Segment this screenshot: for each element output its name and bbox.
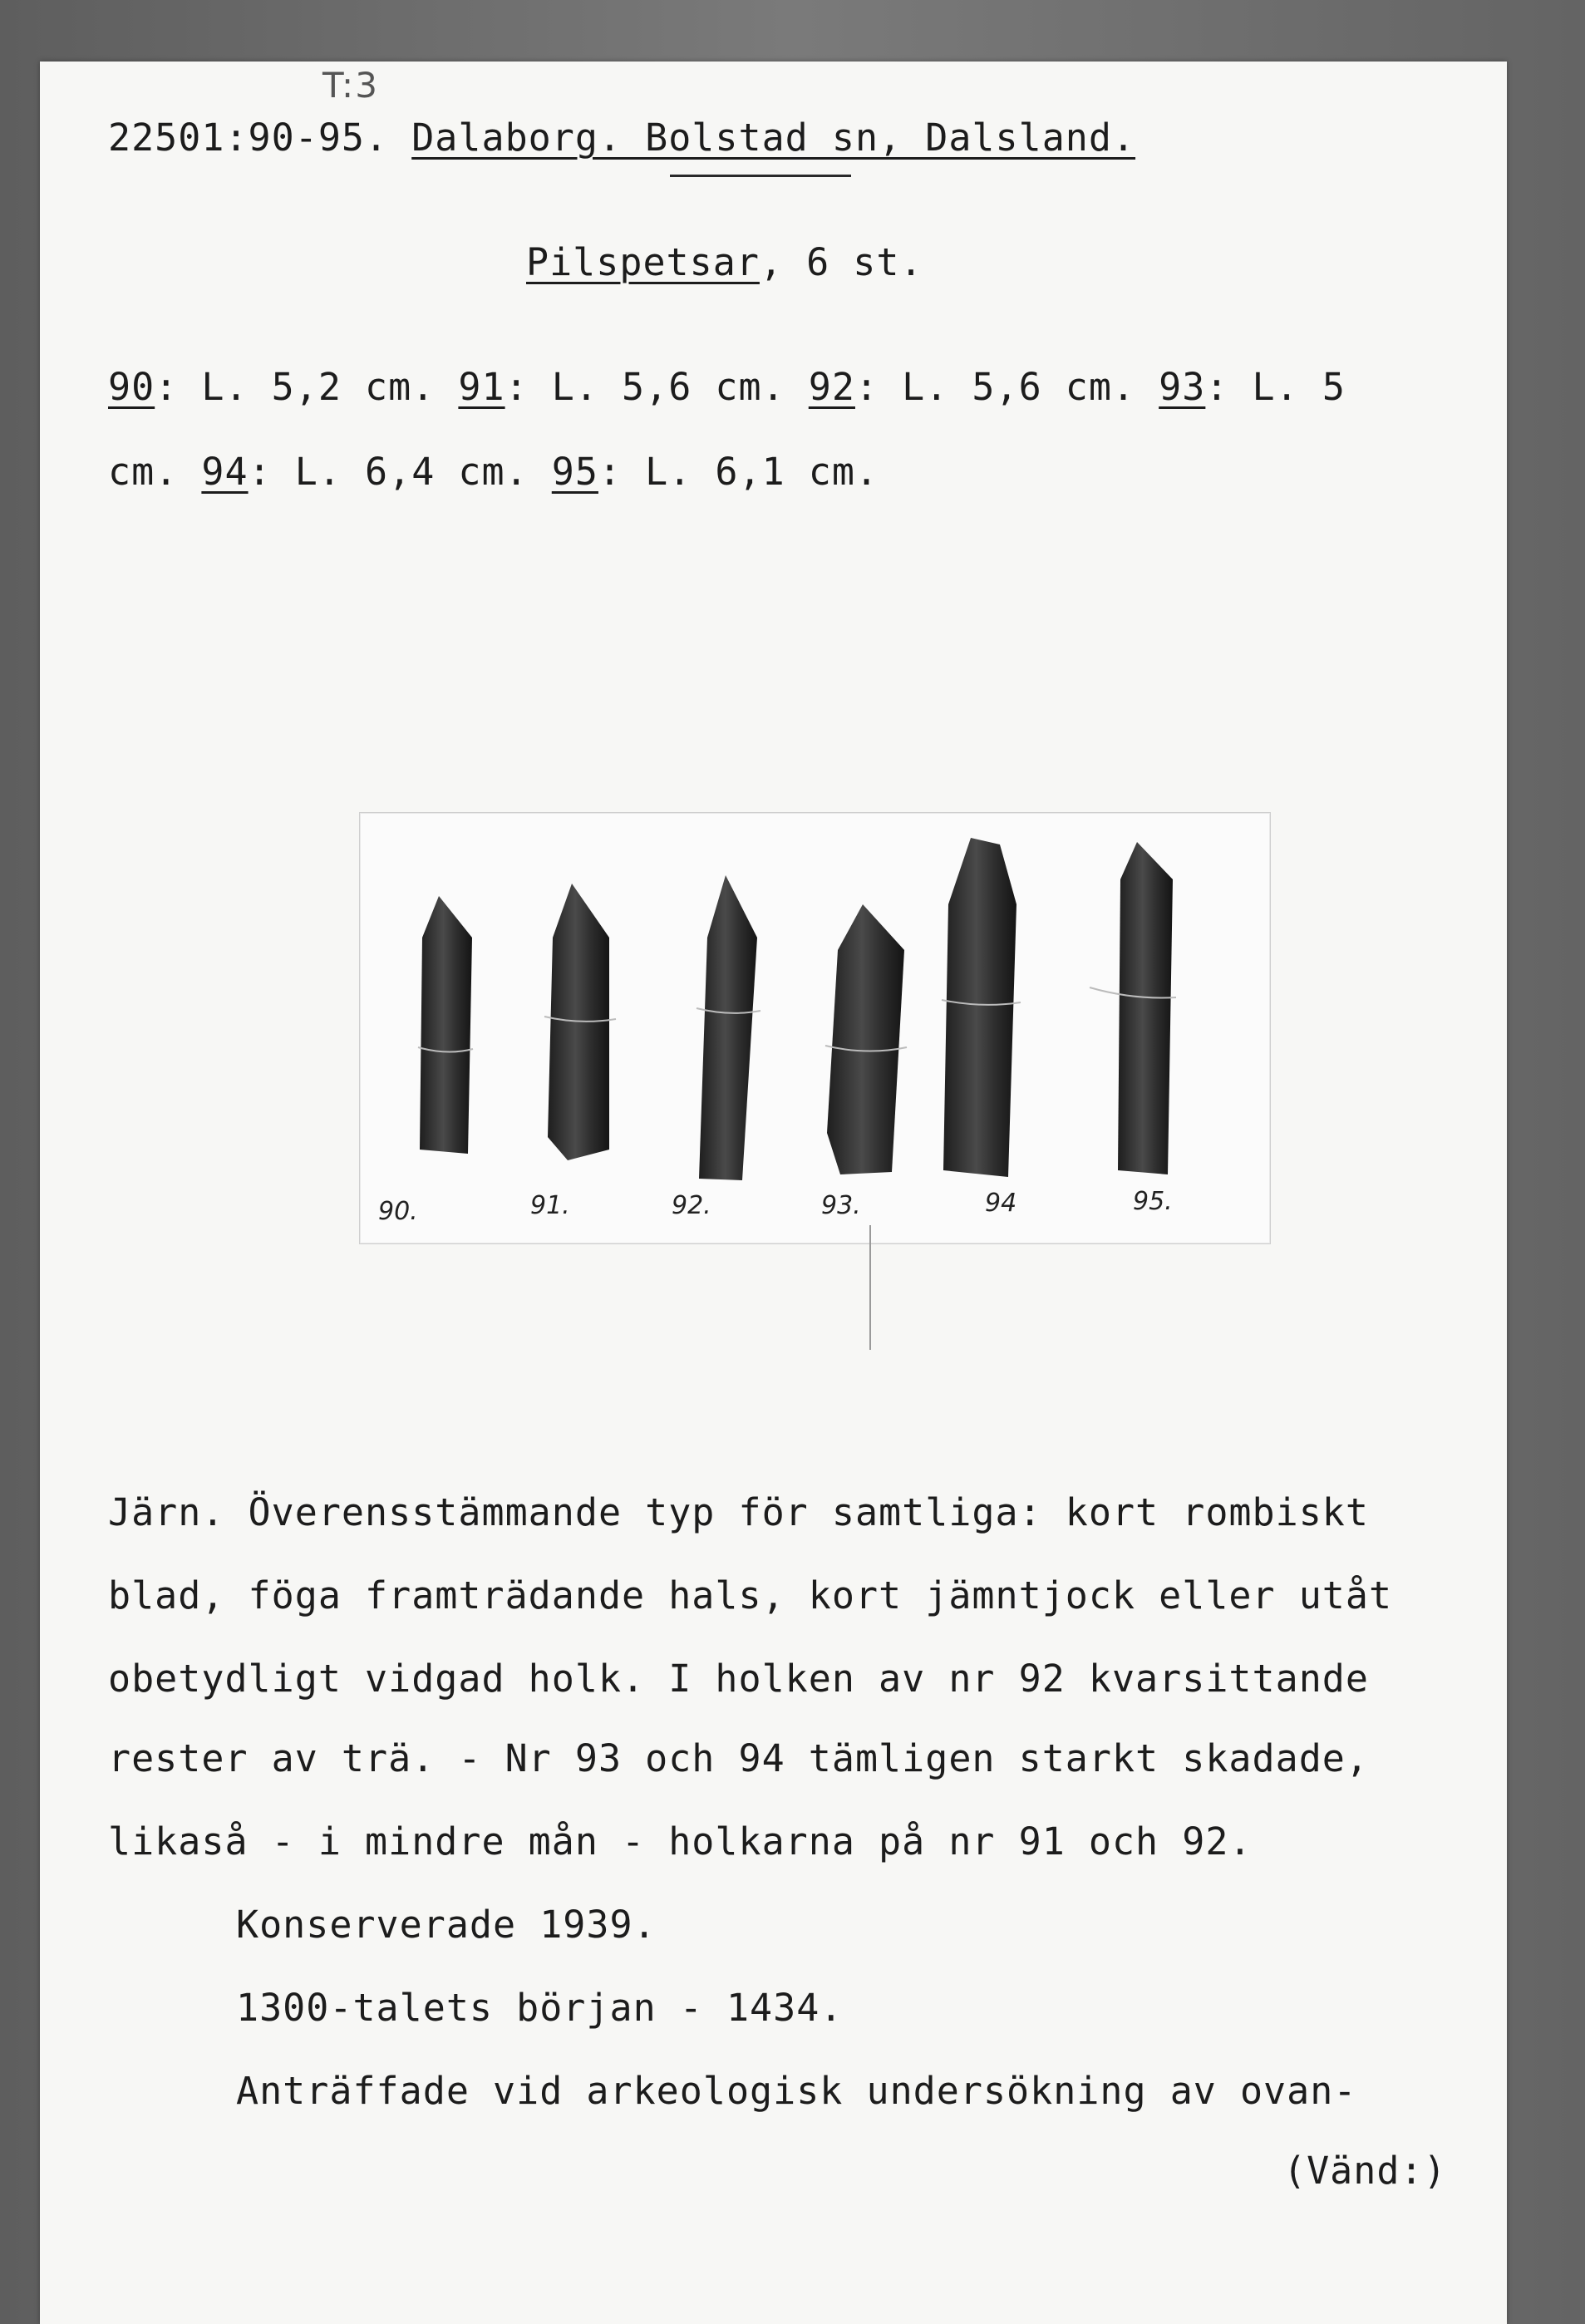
measurements-line-1 — [108, 362, 1346, 412]
catalog-number: 22501:90-95. — [108, 116, 389, 160]
arrowhead-91 — [544, 884, 616, 1160]
photo-label-91: 91. — [530, 1191, 570, 1220]
photo-label-93: 93. — [821, 1191, 861, 1220]
dating-note: 1300-talets början - 1434. — [236, 1986, 844, 2030]
length-91: : L. 5,6 cm. — [505, 365, 809, 409]
header-double-underline — [670, 175, 851, 177]
object-title-line — [526, 238, 923, 288]
item-number-90: 90 — [108, 365, 155, 409]
arrowhead-95 — [1090, 842, 1176, 1174]
length-90: : L. 5,2 cm. — [155, 365, 459, 409]
length-92: : L. 5,6 cm. — [854, 365, 1159, 409]
length-95: : L. 6,1 cm. — [598, 450, 879, 494]
catalog-card — [40, 62, 1507, 2324]
length-93-unit: cm. — [108, 450, 202, 494]
item-number-92: 92 — [808, 365, 855, 409]
description-line-3: obetydligt vidgad holk. I holken av nr 92 kvarsittande — [108, 1657, 1369, 1701]
item-number-93: 93 — [1159, 365, 1206, 409]
length-93: : L. 5 — [1205, 365, 1346, 409]
description-line-5: likaså - i mindre mån - holkarna på nr 91 och 92. — [108, 1819, 1253, 1864]
photo-label-95: 95. — [1133, 1187, 1173, 1216]
arrowheads-illustration — [360, 813, 1270, 1243]
card-header — [108, 113, 1135, 163]
find-circumstances: Anträffade vid arkeologisk undersökning av ovan- — [236, 2069, 1357, 2113]
conservation-note: Konserverade 1939. — [236, 1903, 657, 1947]
measurements-line-2 — [108, 447, 879, 497]
object-title: Pilspetsar — [526, 240, 760, 284]
arrowhead-90 — [418, 896, 473, 1154]
pencil-note: T:3 — [322, 65, 379, 106]
arrowhead-93 — [825, 904, 907, 1174]
description-line-1: Järn. Överensstämmande typ för samtliga: kort rombiskt — [108, 1490, 1369, 1534]
photo-label-92: 92. — [672, 1191, 711, 1220]
arrowhead-92 — [697, 875, 761, 1180]
arrowhead-94 — [942, 838, 1021, 1177]
description-line-4: rester av trä. - Nr 93 och 94 tämligen starkt skadade, — [108, 1736, 1369, 1780]
description-line-2: blad, föga framträdande hals, kort jämntjock eller utåt — [108, 1573, 1393, 1617]
object-count: , 6 st. — [759, 240, 923, 284]
photo-label-90: 90. — [378, 1197, 418, 1226]
stray-pencil-mark — [869, 1225, 871, 1350]
arrowheads-photo — [359, 812, 1271, 1244]
length-94: : L. 6,4 cm. — [248, 450, 552, 494]
item-number-91: 91 — [458, 365, 505, 409]
turn-over-note: (Vänd:) — [1283, 2149, 1447, 2193]
photo-label-94: 94 — [985, 1189, 1017, 1218]
item-number-95: 95 — [551, 450, 598, 494]
item-number-94: 94 — [201, 450, 249, 494]
find-place: Dalaborg. Bolstad sn, Dalsland. — [411, 116, 1136, 160]
